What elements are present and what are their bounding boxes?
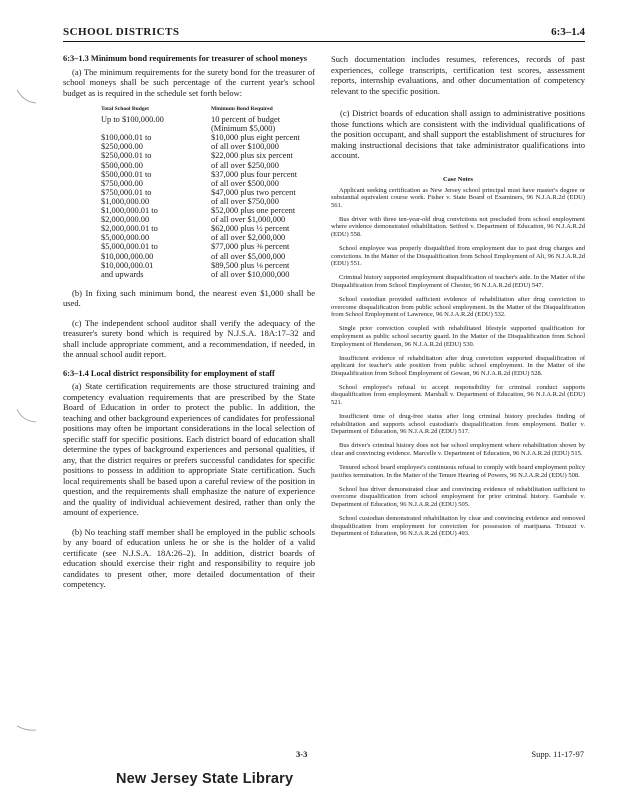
table-row [101,215,300,224]
column-header-bond: Minimum Bond Required [211,106,273,112]
table-cell: 10 percent of budget [211,115,281,125]
case-note: Applicant seeking certification as New Jersey school principal must have master's degree or substantial equivalent course work. Fisher v. State Board of Examiners, 96 N.J.A.R.2d (EDU) 561. [331,186,585,209]
table-cell: of all over $100,000 [211,142,279,152]
column-header-budget: Total School Budget [101,106,149,112]
table-cell: of all over $500,000 [211,178,279,188]
header-title: SCHOOL DISTRICTS [63,26,180,38]
left-column [63,54,315,590]
table-cell: $62,000 plus ½ percent [211,224,290,234]
page-number: 3-3 [296,749,308,759]
table-cell: $10,000 plus eight percent [211,133,300,143]
header-section-number: 6:3–1.4 [551,26,585,38]
table-cell [101,124,211,133]
table-row [101,170,300,179]
table-row [101,161,300,170]
table-cell: $5,000,000.00 [101,233,150,243]
table-row [101,151,300,160]
paragraph-1-3-a: (a) The minimum requirements for the surety bond for the treasurer of school moneys shall be such percentage of the current year's school budget as is required in the schedule set forth below: [63,66,315,98]
table-cell: $77,000 plus ⅜ percent [211,242,290,252]
table-row [101,188,300,197]
paragraph-1-4-b: (b) No teaching staff member shall be employed in the public schools by any board of education unless he or she is the holder of a valid certificate (see N.J.S.A. 18A:26–2). In addition, district boards of education should exercise their right and responsibility to require job candidates to present other, more detailed documentation of their competency. [63,526,315,590]
supplement-date: Supp. 11-17-97 [531,749,584,759]
case-notes-heading: Case Notes [443,175,473,183]
running-header [63,26,585,40]
table-row [101,270,300,279]
right-column [331,54,585,544]
table-row [101,115,300,124]
table-row [101,179,300,188]
table-row [101,252,300,261]
table-row [101,233,300,242]
margin-mark-icon [14,407,38,425]
table-cell: of all over $5,000,000 [211,251,286,261]
case-note: School employee was properly disqualified from employment due to past drug charges and convictions. In the Matter of the Disqualification from School Employment of Ali, 96 N.J.A.R.2d (EDU) 551. [331,245,585,268]
table-cell: $500,000.00 [101,160,143,170]
table-cell: $500,000.01 to [101,169,152,179]
library-watermark: New Jersey State Library [116,771,294,787]
table-cell: $10,000,000.01 [101,260,154,270]
table-cell: and upwards [101,269,144,279]
paragraph-1-3-b: (b) In fixing such minimum bond, the nearest even $1,000 shall be used. [63,287,315,309]
table-cell: of all over $250,000 [211,160,279,170]
table-header-row [101,105,300,115]
paragraph-1-4-c: (c) District boards of education shall assign to administrative positions those functions which are consistent with the individual qualifications of the position occupant, and shall support the establishment of structures for making instructional decisions that take administrator qualifications into account. [331,108,585,160]
table-row [101,142,300,151]
table-row [101,261,300,270]
table-cell: $2,000,000.01 to [101,224,158,234]
paragraph-1-3-c: (c) The independent school auditor shall verify the adequacy of the treasurer's surety bond which is required by N.J.S.A. 18A:17–32 and shall include appropriate comment, and a recommendation, if needed, in the annual school audit report. [63,317,315,360]
table-row [101,124,300,133]
table-row [101,197,300,206]
case-note: Bus driver with three ten-year-old drug convictions not precluded from school employment where evidence demonstrated rehabilitation. Seifred v. Department of Education, 96 N.J.A.R.2d (EDU) 558. [331,215,585,238]
case-note: Single prior conviction coupled with rehabilitated lifestyle supported qualification for employment as public school security guard. In the Matter of the Disqualification from School Employment of Henderson, 96 N.J.A.R.2d (EDU) 530. [331,325,585,348]
margin-mark-icon [14,88,38,106]
case-note: Criminal history supported employment disqualification of teacher's aide. In the Matter of the Disqualification from School Employment of Chester, 96 N.J.A.R.2d (EDU) 547. [331,274,585,289]
table-cell: of all over $2,000,000 [211,233,286,243]
table-cell: $47,000 plus two percent [211,187,296,197]
table-row [101,206,300,215]
table-cell: $10,000,000.00 [101,251,154,261]
table-row [101,133,300,142]
table-cell: $2,000,000.00 [101,215,150,225]
case-note: Tenured school board employee's continuous refusal to comply with board employment policy justifies termination. In the Matter of the Tenure Hearing of Powers, 96 N.J.A.R.2d (EDU) 508. [331,464,585,479]
table-cell: of all over $1,000,000 [211,215,286,225]
margin-mark-icon [14,718,38,736]
table-cell: $750,000.00 [101,178,143,188]
header-rule [63,41,585,42]
paragraph-1-4-b-continued: Such documentation includes resumes, references, records of past experiences, college transcripts, certification test scores, assessment reports, internship evaluations, and other documentation of competency relevant to the specific position. [331,54,585,96]
bond-schedule-table [101,105,300,279]
table-cell: $5,000,000.01 to [101,242,158,252]
table-row [101,224,300,233]
table-cell: Up to $100,000.00 [101,115,164,125]
paragraph-1-4-a: (a) State certification requirements are those structured training and competency evaluation requirements that are prescribed by the State Board of Education in order to protect the public. In addition, the teaching and other background experiences of candidates for professional positions may often be important considerations in the local selection of specific staff for specific positions. Each district board of education shall determine the types of background experiences and personal qualities, if any, that the district requires or prefers successful candidates for specific positions to possess in addition to appropriate State certification. Such local requirements shall be based upon a careful review of the position in question, and the requirements shall emphasize the nature of experience and the quality of individual achievement desired, rather than only the amount of experience. [63,381,315,518]
section-heading-1-4: 6:3–1.4 Local district responsibility for employment of staff [63,368,275,378]
table-cell: of all over $10,000,000 [211,269,290,279]
case-note: Insufficient time of drug-free status after long criminal history precludes finding of rehabilitation and supports school custodian's disqualification from employment. Butler v. Department of Education, 96 N.J.A.R.2d (EDU) 517. [331,413,585,436]
case-note: School employee's refusal to accept responsibility for criminal conduct supports disqualification from employment. Marshall v. Department of Education, 96 N.J.A.R.2d (EDU) 521. [331,383,585,407]
table-row [101,242,300,251]
table-cell: $100,000.01 to [101,133,152,143]
section-heading-1-3: 6:3–1.3 Minimum bond requirements for treasurer of school moneys [63,54,308,63]
table-cell: $52,000 plus one percent [211,206,296,216]
table-cell: $89,500 plus ⅛ percent [211,260,290,270]
table-cell: $250,000.01 to [101,151,152,161]
table-cell: $1,000,000.00 [101,196,150,206]
table-cell: $250,000.00 [101,142,143,152]
case-note: School bus driver demonstrated clear and convincing evidence of rehabilitation sufficient to overcome disqualification from school employment for prior criminal history. Gambale v. Department of Education, 96 N.J.A.R.2d (EDU) 505. [331,485,585,508]
table-cell: of all over $750,000 [211,196,279,206]
table-cell: $750,000.01 to [101,187,152,197]
case-note: School custodian demonstrated rehabilitation by clear and convincing evidence and removed disqualification from employment for conviction for possession of marijuana. Trisuzzi v. Department of Education, 96 N.J.A.R.2d (EDU) 493. [331,515,585,538]
table-cell: $22,000 plus six percent [211,151,293,161]
table-cell: $37,000 plus four percent [211,169,298,179]
case-note: Bus driver's criminal history does not bar school employment where rehabilitation shown by clear and convincing evidence. Marcelle v. Department of Education, 96 N.J.A.R.2d (EDU) 515. [331,442,585,458]
case-note: Insufficient evidence of rehabilitation after drug conviction supported disqualification of applicant for teacher's aide position from public school employment. In the Matter of the Disqualification from School Employment of Gowan, 96 N.J.A.R.2d (EDU) 528. [331,354,585,377]
table-cell: (Minimum $5,000) [211,124,276,134]
table-cell: $1,000,000.01 to [101,206,158,216]
case-note: School custodian provided sufficient evidence of rehabilitation after drug conviction to overcome disqualification from public school employment. In the Matter of the Disqualification from School Employment of Lawrence, 96 N.J.A.R.2d (EDU) 532. [331,296,585,319]
